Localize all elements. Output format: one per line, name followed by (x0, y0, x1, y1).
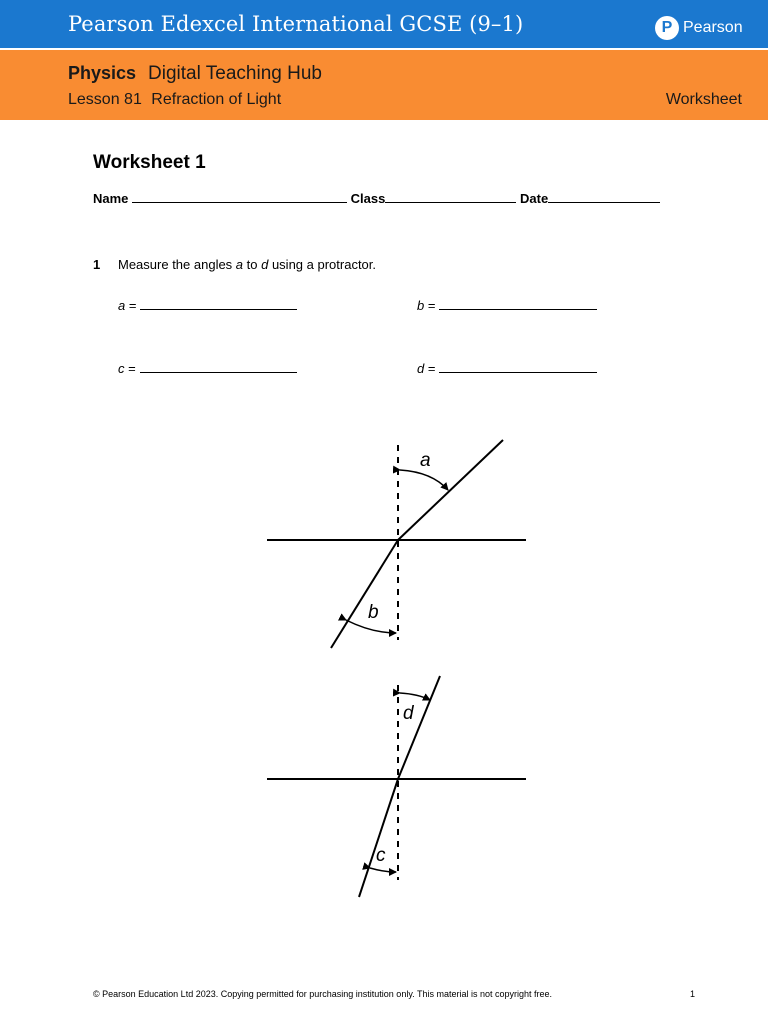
answer-c: c = (118, 360, 297, 376)
angle-b-label: b (368, 602, 379, 623)
answer-b: b = (417, 297, 597, 313)
angle-d-arc (400, 693, 430, 700)
series-title: Pearson Edexcel International GCSE (9–1) (68, 12, 524, 36)
question-text: Measure the angles a to d using a protractor. (118, 257, 377, 272)
refracted-ray (359, 779, 398, 897)
incident-ray (398, 676, 440, 779)
refracted-ray (331, 540, 398, 648)
pearson-logo-text: Pearson (683, 19, 743, 36)
lesson-number: Lesson 81 (68, 91, 142, 108)
class-label: Class (350, 191, 386, 206)
document-type: Worksheet (665, 91, 742, 108)
angle-d-label: d (403, 703, 414, 724)
name-label: Name (93, 191, 129, 206)
worksheet-title: Worksheet 1 (93, 152, 206, 173)
hub-name: Digital Teaching Hub (148, 63, 322, 84)
subject-name: Physics (68, 63, 137, 83)
diagram-two (267, 676, 526, 897)
date-label: Date (520, 191, 549, 206)
question-number: 1 (93, 257, 101, 272)
angle-c-label: c (376, 845, 386, 866)
answer-d: d = (417, 360, 597, 376)
angle-a-arc (400, 470, 448, 490)
angle-a-label: a (420, 450, 431, 471)
page-number: 1 (690, 989, 696, 999)
answer-a: a = (118, 297, 297, 313)
pearson-logo-icon: P (655, 16, 679, 40)
diagram-one (267, 440, 526, 648)
footer-copyright: © Pearson Education Ltd 2023. Copying permitted for purchasing institution only. This material is not copyright free. (93, 989, 553, 999)
angle-c-arc (370, 868, 396, 872)
lesson-title: Refraction of Light (151, 91, 282, 108)
incident-ray (398, 440, 503, 540)
